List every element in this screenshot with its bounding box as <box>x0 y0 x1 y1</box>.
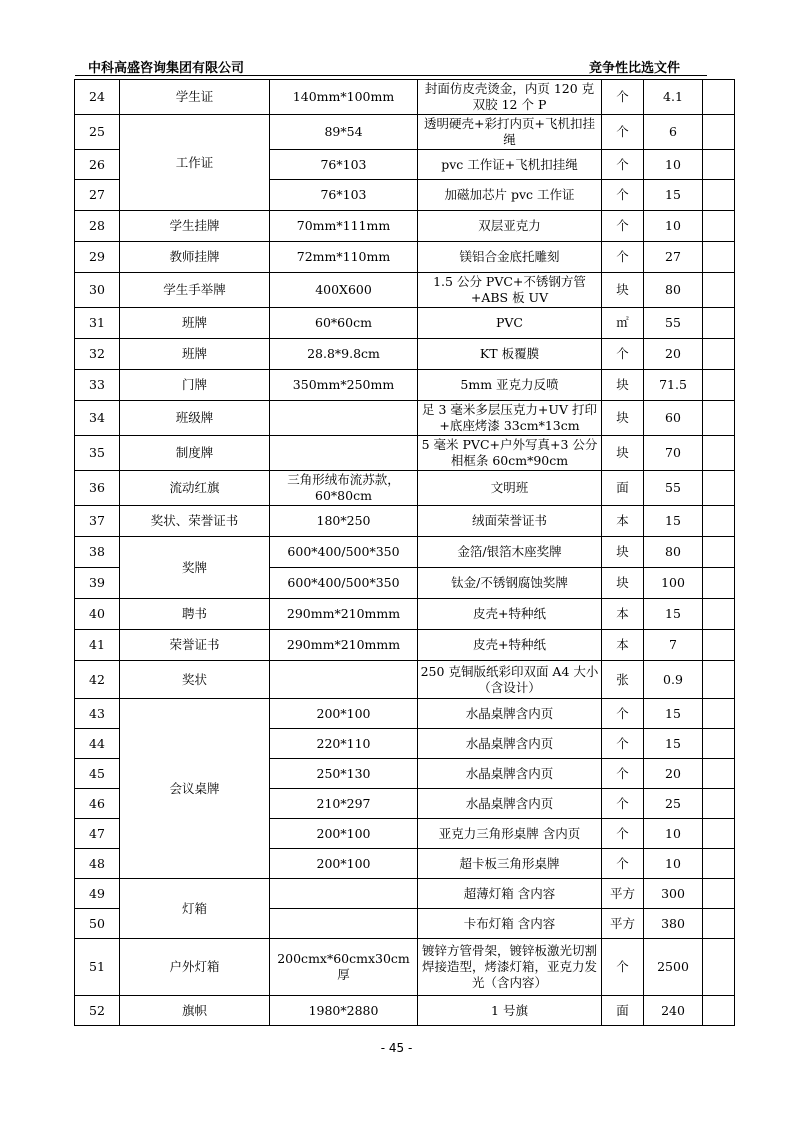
item-spec: 350mm*250mm <box>270 370 418 401</box>
table-row <box>75 242 735 273</box>
item-material: 镁铝合金底托雕刻 <box>418 242 602 273</box>
item-spec: 290mm*210mmm <box>270 599 418 630</box>
item-name: 奖状 <box>120 661 270 699</box>
item-unit: 面 <box>602 471 644 506</box>
item-unit: 块 <box>602 273 644 308</box>
empty-cell <box>703 819 735 849</box>
item-unit: 面 <box>602 996 644 1026</box>
table-row <box>75 661 735 699</box>
empty-cell <box>703 599 735 630</box>
item-material: 金箔/银箔木座奖牌 <box>418 537 602 568</box>
item-spec: 250*130 <box>270 759 418 789</box>
item-price: 0.9 <box>644 661 703 699</box>
empty-cell <box>703 879 735 909</box>
row-number: 50 <box>75 909 120 939</box>
row-number: 35 <box>75 436 120 471</box>
item-price: 10 <box>644 849 703 879</box>
row-number: 39 <box>75 568 120 599</box>
item-spec: 200*100 <box>270 849 418 879</box>
item-price: 10 <box>644 819 703 849</box>
row-number: 28 <box>75 211 120 242</box>
item-material: 双层亚克力 <box>418 211 602 242</box>
item-price: 15 <box>644 599 703 630</box>
item-unit: 个 <box>602 242 644 273</box>
page-header <box>75 55 707 76</box>
item-spec: 60*60cm <box>270 308 418 339</box>
item-name: 制度牌 <box>120 436 270 471</box>
item-name: 工作证 <box>120 115 270 211</box>
item-spec <box>270 661 418 699</box>
item-unit: ㎡ <box>602 308 644 339</box>
header-rule <box>75 75 707 76</box>
item-material: 超卡板三角形桌牌 <box>418 849 602 879</box>
item-price: 4.1 <box>644 80 703 115</box>
row-number: 51 <box>75 939 120 996</box>
item-unit: 本 <box>602 599 644 630</box>
item-spec: 三角形绒布流苏款，60*80cm <box>270 471 418 506</box>
empty-cell <box>703 339 735 370</box>
empty-cell <box>703 401 735 436</box>
item-unit: 块 <box>602 401 644 436</box>
table-row <box>75 211 735 242</box>
item-material: 超薄灯箱 含内容 <box>418 879 602 909</box>
item-spec: 210*297 <box>270 789 418 819</box>
row-number: 34 <box>75 401 120 436</box>
row-number: 37 <box>75 506 120 537</box>
row-number: 29 <box>75 242 120 273</box>
table-row <box>75 115 735 150</box>
item-spec: 400X600 <box>270 273 418 308</box>
table-row <box>75 879 735 909</box>
item-material: 5mm 亚克力反喷 <box>418 370 602 401</box>
table-row <box>75 436 735 471</box>
item-price: 20 <box>644 339 703 370</box>
item-unit: 块 <box>602 568 644 599</box>
item-price: 10 <box>644 150 703 180</box>
price-table <box>74 79 735 1026</box>
item-spec: 28.8*9.8cm <box>270 339 418 370</box>
item-unit: 个 <box>602 849 644 879</box>
table-row <box>75 996 735 1026</box>
item-price: 80 <box>644 273 703 308</box>
item-spec: 76*103 <box>270 150 418 180</box>
item-price: 55 <box>644 471 703 506</box>
item-unit: 个 <box>602 180 644 211</box>
item-name: 学生手举牌 <box>120 273 270 308</box>
item-price: 80 <box>644 537 703 568</box>
empty-cell <box>703 308 735 339</box>
item-spec: 200cmx*60cmx30cm 厚 <box>270 939 418 996</box>
item-price: 55 <box>644 308 703 339</box>
table-row <box>75 599 735 630</box>
item-name: 奖牌 <box>120 537 270 599</box>
empty-cell <box>703 939 735 996</box>
row-number: 44 <box>75 729 120 759</box>
item-spec <box>270 436 418 471</box>
empty-cell <box>703 273 735 308</box>
empty-cell <box>703 729 735 759</box>
item-price: 27 <box>644 242 703 273</box>
empty-cell <box>703 115 735 150</box>
item-price: 7 <box>644 630 703 661</box>
item-material: 文明班 <box>418 471 602 506</box>
item-unit: 个 <box>602 729 644 759</box>
document-title: 竞争性比选文件 <box>588 61 680 76</box>
item-name: 聘书 <box>120 599 270 630</box>
item-spec: 140mm*100mm <box>270 80 418 115</box>
item-price: 71.5 <box>644 370 703 401</box>
item-unit: 块 <box>602 537 644 568</box>
item-material: 水晶桌牌含内页 <box>418 699 602 729</box>
table-row <box>75 401 735 436</box>
item-material: 绒面荣誉证书 <box>418 506 602 537</box>
item-price: 70 <box>644 436 703 471</box>
item-name: 学生证 <box>120 80 270 115</box>
item-material: 加磁加芯片 pvc 工作证 <box>418 180 602 211</box>
item-unit: 平方 <box>602 909 644 939</box>
empty-cell <box>703 80 735 115</box>
item-material: 250 克铜版纸彩印双面 A4 大小（含设计） <box>418 661 602 699</box>
row-number: 30 <box>75 273 120 308</box>
empty-cell <box>703 661 735 699</box>
empty-cell <box>703 630 735 661</box>
item-price: 20 <box>644 759 703 789</box>
item-material: KT 板覆膜 <box>418 339 602 370</box>
item-material: 皮壳+特种纸 <box>418 599 602 630</box>
item-material: 皮壳+特种纸 <box>418 630 602 661</box>
item-spec <box>270 909 418 939</box>
empty-cell <box>703 537 735 568</box>
company-name: 中科高盛咨询集团有限公司 <box>88 61 245 76</box>
row-number: 38 <box>75 537 120 568</box>
item-spec: 1980*2880 <box>270 996 418 1026</box>
table-row <box>75 471 735 506</box>
empty-cell <box>703 180 735 211</box>
item-material: 封面仿皮壳烫金，内页 120 克双胶 12 个 P <box>418 80 602 115</box>
item-unit: 张 <box>602 661 644 699</box>
table-row <box>75 80 735 115</box>
item-name: 户外灯箱 <box>120 939 270 996</box>
item-name: 奖状、荣誉证书 <box>120 506 270 537</box>
empty-cell <box>703 506 735 537</box>
item-name: 会议桌牌 <box>120 699 270 879</box>
item-price: 15 <box>644 180 703 211</box>
table-row <box>75 273 735 308</box>
item-name: 旗帜 <box>120 996 270 1026</box>
item-unit: 个 <box>602 819 644 849</box>
row-number: 41 <box>75 630 120 661</box>
item-unit: 个 <box>602 115 644 150</box>
empty-cell <box>703 759 735 789</box>
row-number: 52 <box>75 996 120 1026</box>
row-number: 24 <box>75 80 120 115</box>
empty-cell <box>703 568 735 599</box>
item-name: 班牌 <box>120 339 270 370</box>
item-material: 5 毫米 PVC+户外写真+3 公分相框条 60cm*90cm <box>418 436 602 471</box>
empty-cell <box>703 849 735 879</box>
row-number: 31 <box>75 308 120 339</box>
item-unit: 个 <box>602 939 644 996</box>
table-row <box>75 370 735 401</box>
item-spec: 180*250 <box>270 506 418 537</box>
item-name: 班级牌 <box>120 401 270 436</box>
item-material: pvc 工作证+飞机扣挂绳 <box>418 150 602 180</box>
item-unit: 个 <box>602 211 644 242</box>
item-name: 门牌 <box>120 370 270 401</box>
item-price: 300 <box>644 879 703 909</box>
table-row <box>75 339 735 370</box>
item-unit: 个 <box>602 150 644 180</box>
empty-cell <box>703 242 735 273</box>
item-material: 足 3 毫米多层压克力+UV 打印+底座烤漆 33cm*13cm <box>418 401 602 436</box>
item-price: 240 <box>644 996 703 1026</box>
item-material: 透明硬壳+彩打内页+飞机扣挂绳 <box>418 115 602 150</box>
empty-cell <box>703 909 735 939</box>
item-price: 25 <box>644 789 703 819</box>
empty-cell <box>703 150 735 180</box>
item-price: 15 <box>644 729 703 759</box>
item-spec: 220*110 <box>270 729 418 759</box>
table-row <box>75 939 735 996</box>
item-material: 水晶桌牌含内页 <box>418 729 602 759</box>
row-number: 32 <box>75 339 120 370</box>
empty-cell <box>703 699 735 729</box>
item-unit: 个 <box>602 789 644 819</box>
table-row <box>75 506 735 537</box>
item-material: PVC <box>418 308 602 339</box>
item-price: 10 <box>644 211 703 242</box>
item-material: 卡布灯箱 含内容 <box>418 909 602 939</box>
item-name: 学生挂牌 <box>120 211 270 242</box>
item-spec: 290mm*210mmm <box>270 630 418 661</box>
item-unit: 个 <box>602 699 644 729</box>
row-number: 47 <box>75 819 120 849</box>
row-number: 27 <box>75 180 120 211</box>
row-number: 25 <box>75 115 120 150</box>
item-name: 班牌 <box>120 308 270 339</box>
item-price: 380 <box>644 909 703 939</box>
row-number: 26 <box>75 150 120 180</box>
item-unit: 本 <box>602 630 644 661</box>
item-material: 1 号旗 <box>418 996 602 1026</box>
item-price: 60 <box>644 401 703 436</box>
item-unit: 本 <box>602 506 644 537</box>
item-material: 1.5 公分 PVC+不锈钢方管+ABS 板 UV <box>418 273 602 308</box>
item-unit: 个 <box>602 759 644 789</box>
item-spec: 72mm*110mm <box>270 242 418 273</box>
item-name: 流动红旗 <box>120 471 270 506</box>
item-spec: 200*100 <box>270 699 418 729</box>
item-name: 灯箱 <box>120 879 270 939</box>
empty-cell <box>703 370 735 401</box>
empty-cell <box>703 211 735 242</box>
item-spec: 600*400/500*350 <box>270 537 418 568</box>
table-row <box>75 699 735 729</box>
item-spec: 89*54 <box>270 115 418 150</box>
item-spec: 200*100 <box>270 819 418 849</box>
empty-cell <box>703 996 735 1026</box>
item-price: 100 <box>644 568 703 599</box>
item-spec <box>270 879 418 909</box>
row-number: 36 <box>75 471 120 506</box>
item-name: 荣誉证书 <box>120 630 270 661</box>
item-spec: 70mm*111mm <box>270 211 418 242</box>
item-spec: 600*400/500*350 <box>270 568 418 599</box>
empty-cell <box>703 789 735 819</box>
row-number: 40 <box>75 599 120 630</box>
page-number: - 45 - <box>380 1041 413 1055</box>
item-material: 亚克力三角形桌牌 含内页 <box>418 819 602 849</box>
row-number: 33 <box>75 370 120 401</box>
item-price: 6 <box>644 115 703 150</box>
item-unit: 个 <box>602 80 644 115</box>
item-unit: 平方 <box>602 879 644 909</box>
row-number: 48 <box>75 849 120 879</box>
empty-cell <box>703 471 735 506</box>
table-row <box>75 537 735 568</box>
item-price: 15 <box>644 506 703 537</box>
item-material: 水晶桌牌含内页 <box>418 789 602 819</box>
item-name: 教师挂牌 <box>120 242 270 273</box>
item-unit: 块 <box>602 370 644 401</box>
item-material: 钛金/不锈钢腐蚀奖牌 <box>418 568 602 599</box>
row-number: 46 <box>75 789 120 819</box>
item-unit: 个 <box>602 339 644 370</box>
item-spec <box>270 401 418 436</box>
row-number: 49 <box>75 879 120 909</box>
item-unit: 块 <box>602 436 644 471</box>
empty-cell <box>703 436 735 471</box>
table-row <box>75 630 735 661</box>
item-price: 2500 <box>644 939 703 996</box>
row-number: 43 <box>75 699 120 729</box>
row-number: 42 <box>75 661 120 699</box>
item-material: 镀锌方管骨架，镀锌板激光切割焊接造型，烤漆灯箱，亚克力发光（含内容） <box>418 939 602 996</box>
item-spec: 76*103 <box>270 180 418 211</box>
item-material: 水晶桌牌含内页 <box>418 759 602 789</box>
table-row <box>75 308 735 339</box>
row-number: 45 <box>75 759 120 789</box>
item-price: 15 <box>644 699 703 729</box>
